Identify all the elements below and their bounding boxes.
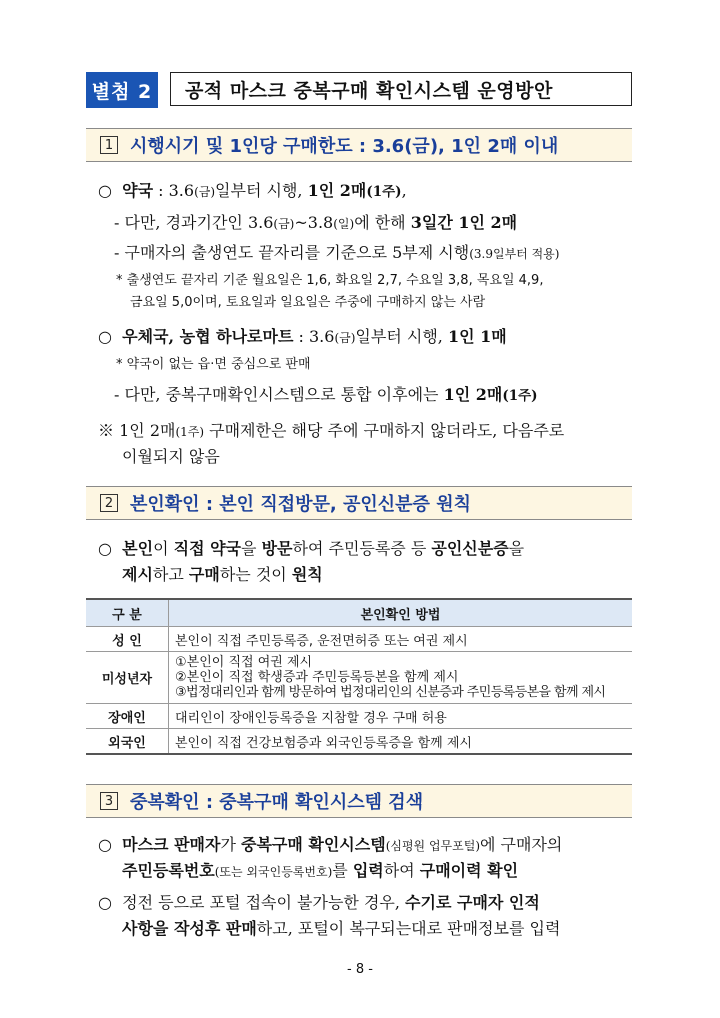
section-1-bar xyxy=(86,128,632,162)
attachment-badge: 별첨 2 xyxy=(86,72,158,108)
row-label: 미성년자 xyxy=(86,652,169,704)
row-label: 성 인 xyxy=(86,627,169,652)
section-2-number: 2 xyxy=(100,494,118,512)
page-number: - 8 - xyxy=(347,962,373,977)
s2-bullet-principle: ○ 본인이 직접 약국을 방문하여 주민등록증 등 공인신분증을 xyxy=(98,539,525,558)
s3-bullet-seller: ○ 마스크 판매자가 중복구매 확인시스템(심평원 업무포털)에 구매자의 xyxy=(98,835,563,854)
section-3-number: 3 xyxy=(100,792,118,810)
section-3-bar xyxy=(86,784,632,818)
row-method: 본인이 직접 건강보험증과 외국인등록증을 함께 제시 xyxy=(169,729,633,755)
s3-bullet-seller-cont: 주민등록번호(또는 외국인등록번호)를 입력하여 구매이력 확인 xyxy=(122,861,519,880)
section-1-title: 시행시기 및 1인당 구매한도 : 3.6(금), 1인 2매 이내 xyxy=(130,136,559,157)
table-row xyxy=(86,627,632,652)
row-method: ①본인이 직접 여권 제시 ②본인이 직접 학생증과 주민등록등본을 함께 제시 ③법정대리인과 함께 방문하여 법정대리인의 신분증과 주민등록등본을 함께 제시 xyxy=(169,652,633,704)
s2-bullet-principle-cont: 제시하고 구매하는 것이 원칙 xyxy=(122,565,323,584)
section-2-title: 본인확인 : 본인 직접방문, 공인신분증 원칙 xyxy=(130,494,471,515)
table-header-method: 본인확인 방법 xyxy=(169,599,633,627)
s1-note-birth-year: * 출생연도 끝자리 기준 월요일은 1,6, 화요일 2,7, 수요일 3,8, 목요일 4,9, xyxy=(116,273,544,288)
s1-bullet-pharmacy: ○ 약국 : 3.6(금)일부터 시행, 1인 2매(1주), xyxy=(98,181,407,200)
s1-reference-note-cont: 이월되지 않음 xyxy=(122,447,220,466)
table-row xyxy=(86,704,632,729)
row-label: 장애인 xyxy=(86,704,169,729)
row-label: 외국인 xyxy=(86,729,169,755)
section-1-number: 1 xyxy=(100,136,118,154)
s1-bullet-postoffice: ○ 우체국, 농협 하나로마트 : 3.6(금)일부터 시행, 1인 1매 xyxy=(98,327,507,346)
table-row xyxy=(86,652,632,704)
table-header-category: 구 분 xyxy=(86,599,169,627)
row-method: 대리인이 장애인등록증을 지참할 경우 구매 허용 xyxy=(169,704,633,729)
s3-bullet-outage: ○ 정전 등으로 포털 접속이 불가능한 경우, 수기로 구매자 인적 xyxy=(98,893,540,912)
row-method: 본인이 직접 주민등록증, 운전면허증 또는 여권 제시 xyxy=(169,627,633,652)
table-header-row xyxy=(86,599,632,627)
s1-dash-transition: - 다만, 경과기간인 3.6(금)~3.8(일)에 한해 3일간 1인 2매 xyxy=(114,213,518,232)
id-verification-table xyxy=(86,598,632,755)
s3-bullet-outage-cont: 사항을 작성후 판매하고, 포털이 복구되는대로 판매정보를 입력 xyxy=(122,919,561,938)
s1-dash-integration: - 다만, 중복구매확인시스템으로 통합 이후에는 1인 2매(1주) xyxy=(114,385,538,404)
section-2-bar xyxy=(86,486,632,520)
section-3-title: 중복확인 : 중복구매 확인시스템 검색 xyxy=(130,792,424,813)
s1-note-weekend: 금요일 5,0이며, 토요일과 일요일은 주중에 구매하지 않는 사람 xyxy=(130,295,486,310)
document-title: 공적 마스크 중복구매 확인시스템 운영방안 xyxy=(170,72,632,106)
s1-dash-five-day: - 구매자의 출생연도 끝자리를 기준으로 5부제 시행(3.9일부터 적용) xyxy=(114,243,560,262)
table-row xyxy=(86,729,632,755)
s1-note-rural: * 약국이 없는 읍·면 중심으로 판매 xyxy=(116,357,311,372)
s1-reference-note: ※ 1인 2매(1주) 구매제한은 해당 주에 구매하지 않더라도, 다음주로 xyxy=(98,421,565,440)
